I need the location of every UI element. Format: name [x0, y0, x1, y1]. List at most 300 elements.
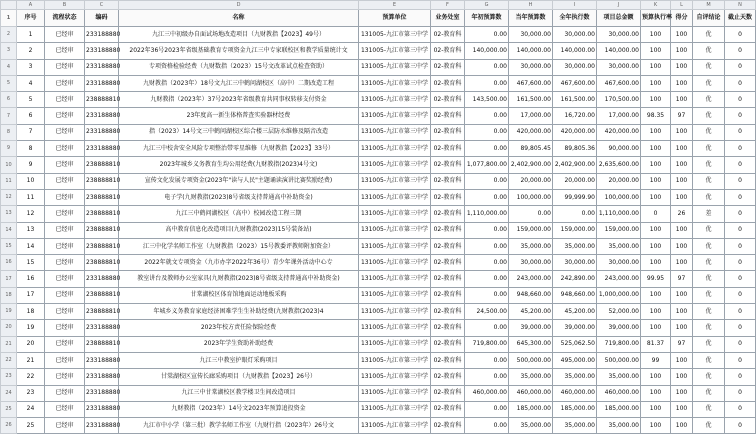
cell-status[interactable]: 已经审 [45, 287, 85, 303]
cell-name[interactable]: 2023年校方责任险保险经费 [119, 320, 359, 336]
cell-eval[interactable]: 差 [693, 206, 725, 222]
cell-executed[interactable]: 30,000.00 [553, 59, 597, 75]
cell-code[interactable]: 238888810 [85, 92, 119, 108]
cell-rate[interactable]: 81.37 [641, 336, 671, 352]
cell-initial-budget[interactable]: 0.00 [465, 124, 509, 140]
cell-unit[interactable]: 131005-九江市第三中学 [359, 173, 431, 189]
cell-eval[interactable]: 优 [693, 108, 725, 124]
cell-current-budget[interactable]: 17,000.00 [509, 108, 553, 124]
header-cell-dept[interactable]: 业务处室 [431, 10, 465, 27]
row-number[interactable]: 3 [1, 43, 17, 59]
cell-days[interactable]: 0 [725, 401, 756, 417]
cell-status[interactable]: 已经审 [45, 304, 85, 320]
cell-rate[interactable]: 100 [641, 401, 671, 417]
cell-dept[interactable]: 02-教育科 [431, 304, 465, 320]
cell-executed[interactable]: 35,000.00 [553, 238, 597, 254]
cell-dept[interactable]: 02-教育科 [431, 255, 465, 271]
cell-dept[interactable]: 02-教育科 [431, 173, 465, 189]
cell-executed[interactable]: 0.00 [553, 206, 597, 222]
cell-index[interactable]: 16 [17, 271, 45, 287]
cell-initial-budget[interactable]: 0.00 [465, 401, 509, 417]
cell-unit[interactable]: 131005-九江市第三中学 [359, 255, 431, 271]
cell-total[interactable]: 35,000.00 [597, 369, 641, 385]
cell-current-budget[interactable]: 89,805.45 [509, 141, 553, 157]
column-letter[interactable]: J [597, 1, 641, 10]
cell-eval[interactable]: 优 [693, 385, 725, 401]
row-number[interactable]: 2 [1, 27, 17, 43]
cell-code[interactable]: 238888810 [85, 206, 119, 222]
cell-score[interactable]: 100 [671, 59, 693, 75]
cell-name[interactable]: 九财教指（2023年）18号文九江三中鹤问湖校区（高中）二期改造工程 [119, 75, 359, 91]
cell-initial-budget[interactable]: 0.00 [465, 173, 509, 189]
cell-name[interactable]: 指（2023）14号文三中鹤问湖校区综合楼三层防水维修及隔音改造 [119, 124, 359, 140]
cell-executed[interactable]: 35,000.00 [553, 418, 597, 434]
cell-current-budget[interactable]: 140,000.00 [509, 43, 553, 59]
cell-rate[interactable]: 99 [641, 352, 671, 368]
cell-name[interactable]: 宣传文化发展专项资金(2023年"读与人民"主题诵读演讲比赛奖励经费) [119, 173, 359, 189]
cell-name[interactable]: 2023年学生资助补助经费 [119, 336, 359, 352]
cell-initial-budget[interactable]: 0.00 [465, 27, 509, 43]
cell-rate[interactable]: 100 [641, 222, 671, 238]
cell-executed[interactable]: 30,000.00 [553, 255, 597, 271]
cell-status[interactable]: 已经审 [45, 369, 85, 385]
cell-code[interactable]: 238888810 [85, 222, 119, 238]
cell-name[interactable]: 年城乡义务教育家庭经济困难学生生补助经费(九财教指(2023)4 [119, 304, 359, 320]
cell-rate[interactable]: 100 [641, 287, 671, 303]
cell-initial-budget[interactable]: 719,800.00 [465, 336, 509, 352]
cell-unit[interactable]: 131005-九江市第三中学 [359, 124, 431, 140]
row-number[interactable]: 7 [1, 108, 17, 124]
cell-index[interactable]: 9 [17, 157, 45, 173]
cell-unit[interactable]: 131005-九江市第三中学 [359, 59, 431, 75]
cell-rate[interactable]: 100 [641, 320, 671, 336]
cell-score[interactable]: 100 [671, 352, 693, 368]
cell-executed[interactable]: 420,000.00 [553, 124, 597, 140]
cell-status[interactable]: 已经审 [45, 124, 85, 140]
header-cell-days[interactable]: 截止天数 [725, 10, 756, 27]
header-cell-score[interactable]: 得分 [671, 10, 693, 27]
row-number[interactable]: 1 [1, 10, 17, 27]
cell-eval[interactable]: 优 [693, 92, 725, 108]
cell-current-budget[interactable]: 0.00 [509, 206, 553, 222]
cell-days[interactable]: 0 [725, 238, 756, 254]
cell-score[interactable]: 97 [671, 336, 693, 352]
cell-name[interactable]: 教室讲台及教师办公室家具(九财教指(2023)8号省级支持普通高中补助资金) [119, 271, 359, 287]
cell-status[interactable]: 已经审 [45, 108, 85, 124]
cell-initial-budget[interactable]: 0.00 [465, 352, 509, 368]
cell-executed[interactable]: 161,500.00 [553, 92, 597, 108]
cell-code[interactable]: 233188880 [85, 401, 119, 417]
cell-code[interactable]: 238888810 [85, 304, 119, 320]
cell-score[interactable]: 100 [671, 401, 693, 417]
cell-total[interactable]: 420,000.00 [597, 124, 641, 140]
header-cell-executed[interactable]: 全年执行数 [553, 10, 597, 27]
cell-unit[interactable]: 131005-九江市第三中学 [359, 418, 431, 434]
cell-current-budget[interactable]: 645,300.00 [509, 336, 553, 352]
cell-initial-budget[interactable]: 0.00 [465, 222, 509, 238]
cell-score[interactable]: 97 [671, 108, 693, 124]
cell-current-budget[interactable]: 467,600.00 [509, 75, 553, 91]
cell-name[interactable]: 甘棠湖校区宣传长廊采购项目（九财教指【2023】26号） [119, 369, 359, 385]
cell-days[interactable]: 0 [725, 336, 756, 352]
header-cell-status[interactable]: 流程状态 [45, 10, 85, 27]
cell-days[interactable]: 0 [725, 75, 756, 91]
header-cell-rate[interactable]: 预算执行率 [641, 10, 671, 27]
cell-days[interactable]: 0 [725, 157, 756, 173]
cell-name[interactable]: 高中教育信息化改造项目(九财教指(2023)15号装备站) [119, 222, 359, 238]
cell-index[interactable]: 19 [17, 320, 45, 336]
cell-total[interactable]: 90,000.00 [597, 141, 641, 157]
cell-initial-budget[interactable]: 0.00 [465, 59, 509, 75]
cell-index[interactable]: 11 [17, 189, 45, 205]
row-number[interactable]: 11 [1, 173, 17, 189]
cell-score[interactable]: 100 [671, 369, 693, 385]
cell-total[interactable]: 460,000.00 [597, 385, 641, 401]
cell-total[interactable]: 467,600.00 [597, 75, 641, 91]
header-cell-current-budget[interactable]: 当年预算数 [509, 10, 553, 27]
cell-current-budget[interactable]: 460,000.00 [509, 385, 553, 401]
cell-score[interactable]: 26 [671, 206, 693, 222]
corner-cell[interactable] [1, 1, 17, 10]
cell-code[interactable]: 233188880 [85, 27, 119, 43]
cell-status[interactable]: 已经审 [45, 336, 85, 352]
cell-initial-budget[interactable]: 0.00 [465, 75, 509, 91]
cell-status[interactable]: 已经审 [45, 27, 85, 43]
cell-rate[interactable]: 100 [641, 418, 671, 434]
row-number[interactable]: 17 [1, 271, 17, 287]
cell-code[interactable]: 238888810 [85, 255, 119, 271]
cell-index[interactable]: 23 [17, 385, 45, 401]
cell-status[interactable]: 已经审 [45, 320, 85, 336]
cell-eval[interactable]: 优 [693, 222, 725, 238]
cell-eval[interactable]: 优 [693, 271, 725, 287]
row-number[interactable]: 25 [1, 401, 17, 417]
cell-name[interactable]: 江三中化学名师工作室（九财教指（2023）15号教委评教师附加资金） [119, 238, 359, 254]
cell-total[interactable]: 185,000.00 [597, 401, 641, 417]
cell-index[interactable]: 8 [17, 141, 45, 157]
cell-code[interactable]: 238888810 [85, 173, 119, 189]
cell-unit[interactable]: 131005-九江市第三中学 [359, 189, 431, 205]
cell-score[interactable]: 100 [671, 43, 693, 59]
cell-name[interactable]: 23年度高一新生体格普查实验器材经费 [119, 108, 359, 124]
cell-score[interactable]: 100 [671, 173, 693, 189]
cell-current-budget[interactable]: 161,500.00 [509, 92, 553, 108]
cell-dept[interactable]: 02-教育科 [431, 92, 465, 108]
header-cell-total[interactable]: 项目总金额 [597, 10, 641, 27]
cell-eval[interactable]: 优 [693, 287, 725, 303]
cell-index[interactable]: 25 [17, 418, 45, 434]
cell-current-budget[interactable]: 30,000.00 [509, 27, 553, 43]
cell-unit[interactable]: 131005-九江市第三中学 [359, 92, 431, 108]
cell-total[interactable]: 100,000.00 [597, 189, 641, 205]
cell-dept[interactable]: 02-教育科 [431, 336, 465, 352]
cell-executed[interactable]: 39,000.00 [553, 320, 597, 336]
cell-total[interactable]: 243,000.00 [597, 271, 641, 287]
cell-score[interactable]: 100 [671, 92, 693, 108]
cell-rate[interactable]: 100 [641, 157, 671, 173]
cell-unit[interactable]: 131005-九江市第三中学 [359, 43, 431, 59]
cell-rate[interactable]: 100 [641, 27, 671, 43]
cell-current-budget[interactable]: 35,000.00 [509, 369, 553, 385]
cell-initial-budget[interactable]: 0.00 [465, 108, 509, 124]
cell-total[interactable]: 1,110,000.00 [597, 206, 641, 222]
cell-initial-budget[interactable]: 0.00 [465, 287, 509, 303]
cell-eval[interactable]: 优 [693, 124, 725, 140]
cell-current-budget[interactable]: 420,000.00 [509, 124, 553, 140]
row-number[interactable]: 6 [1, 92, 17, 108]
cell-days[interactable]: 0 [725, 173, 756, 189]
cell-index[interactable]: 7 [17, 124, 45, 140]
cell-eval[interactable]: 优 [693, 336, 725, 352]
cell-index[interactable]: 4 [17, 75, 45, 91]
row-number[interactable]: 19 [1, 304, 17, 320]
header-cell-eval[interactable]: 自评结论 [693, 10, 725, 27]
cell-dept[interactable]: 02-教育科 [431, 385, 465, 401]
cell-rate[interactable]: 100 [641, 385, 671, 401]
cell-rate[interactable]: 100 [641, 124, 671, 140]
header-cell-unit[interactable]: 预算单位 [359, 10, 431, 27]
cell-name[interactable]: 2023年城乡义务教育生均公用经费(九财教指(2023)4号文) [119, 157, 359, 173]
cell-name[interactable]: 九江三中校舍安全风险专项整治带零星维修（九财教指【2023】33号） [119, 141, 359, 157]
cell-unit[interactable]: 131005-九江市第三中学 [359, 75, 431, 91]
cell-status[interactable]: 已经审 [45, 206, 85, 222]
cell-index[interactable]: 24 [17, 401, 45, 417]
cell-days[interactable]: 0 [725, 255, 756, 271]
row-number[interactable]: 21 [1, 336, 17, 352]
cell-score[interactable]: 100 [671, 222, 693, 238]
cell-days[interactable]: 0 [725, 59, 756, 75]
cell-index[interactable]: 14 [17, 238, 45, 254]
cell-total[interactable]: 170,500.00 [597, 92, 641, 108]
cell-executed[interactable]: 185,000.00 [553, 401, 597, 417]
cell-name[interactable]: 专项资格检验经费（九财数指（2023）15号文改革试点检查资助） [119, 59, 359, 75]
cell-status[interactable]: 已经审 [45, 385, 85, 401]
row-number[interactable]: 20 [1, 320, 17, 336]
header-cell-index[interactable]: 序号 [17, 10, 45, 27]
cell-index[interactable]: 13 [17, 222, 45, 238]
cell-dept[interactable]: 02-教育科 [431, 418, 465, 434]
cell-days[interactable]: 0 [725, 369, 756, 385]
column-letter[interactable]: L [671, 1, 693, 10]
cell-name[interactable]: 九财教指（2023年）14号文2023年预算追投资金 [119, 401, 359, 417]
cell-code[interactable]: 233188880 [85, 43, 119, 59]
cell-dept[interactable]: 02-教育科 [431, 271, 465, 287]
cell-unit[interactable]: 131005-九江市第三中学 [359, 352, 431, 368]
cell-score[interactable]: 100 [671, 320, 693, 336]
cell-unit[interactable]: 131005-九江市第三中学 [359, 108, 431, 124]
cell-code[interactable]: 233188880 [85, 141, 119, 157]
cell-code[interactable]: 233188880 [85, 271, 119, 287]
cell-status[interactable]: 已经审 [45, 189, 85, 205]
cell-dept[interactable]: 02-教育科 [431, 59, 465, 75]
row-number[interactable]: 4 [1, 59, 17, 75]
cell-unit[interactable]: 131005-九江市第三中学 [359, 206, 431, 222]
cell-initial-budget[interactable]: 0.00 [465, 271, 509, 287]
cell-days[interactable]: 0 [725, 222, 756, 238]
cell-current-budget[interactable]: 2,402,900.00 [509, 157, 553, 173]
column-letter[interactable]: C [85, 1, 119, 10]
cell-current-budget[interactable]: 30,000.00 [509, 255, 553, 271]
cell-initial-budget[interactable]: 0.00 [465, 189, 509, 205]
cell-code[interactable]: 233188880 [85, 59, 119, 75]
row-number[interactable]: 15 [1, 238, 17, 254]
cell-status[interactable]: 已经审 [45, 157, 85, 173]
cell-initial-budget[interactable]: 460,000.00 [465, 385, 509, 401]
cell-current-budget[interactable]: 159,000.00 [509, 222, 553, 238]
cell-code[interactable]: 238888810 [85, 189, 119, 205]
cell-executed[interactable]: 89,805.36 [553, 141, 597, 157]
cell-status[interactable]: 已经审 [45, 352, 85, 368]
cell-name[interactable]: 九财教指（2023年）37号2023年省级教育共同事权转移支付资金 [119, 92, 359, 108]
cell-code[interactable]: 233188880 [85, 369, 119, 385]
cell-total[interactable]: 719,800.00 [597, 336, 641, 352]
cell-rate[interactable]: 100 [641, 255, 671, 271]
cell-dept[interactable]: 02-教育科 [431, 287, 465, 303]
column-letter[interactable]: B [45, 1, 85, 10]
cell-current-budget[interactable]: 30,000.00 [509, 59, 553, 75]
cell-name[interactable]: 九江市中小学（第三批）教学名师工作室（九财行指（2023年）26号文 [119, 418, 359, 434]
row-number[interactable]: 24 [1, 385, 17, 401]
cell-eval[interactable]: 优 [693, 418, 725, 434]
cell-initial-budget[interactable]: 1,077,800.00 [465, 157, 509, 173]
row-number[interactable]: 16 [1, 255, 17, 271]
cell-eval[interactable]: 优 [693, 255, 725, 271]
cell-status[interactable]: 已经审 [45, 141, 85, 157]
cell-executed[interactable]: 948,660.00 [553, 287, 597, 303]
cell-score[interactable]: 100 [671, 157, 693, 173]
cell-eval[interactable]: 优 [693, 369, 725, 385]
cell-rate[interactable]: 100 [641, 173, 671, 189]
cell-executed[interactable]: 467,600.00 [553, 75, 597, 91]
cell-executed[interactable]: 2,402,900.00 [553, 157, 597, 173]
cell-current-budget[interactable]: 39,000.00 [509, 320, 553, 336]
cell-eval[interactable]: 优 [693, 141, 725, 157]
column-letter[interactable]: M [693, 1, 725, 10]
cell-rate[interactable]: 98.35 [641, 108, 671, 124]
row-number[interactable]: 22 [1, 352, 17, 368]
cell-name[interactable]: 九江三中初级办自面试场地改造项目（九财教指【2023】49号） [119, 27, 359, 43]
cell-total[interactable]: 35,000.00 [597, 418, 641, 434]
cell-executed[interactable]: 140,000.00 [553, 43, 597, 59]
cell-dept[interactable]: 02-教育科 [431, 157, 465, 173]
cell-current-budget[interactable]: 948,660.00 [509, 287, 553, 303]
cell-dept[interactable]: 02-教育科 [431, 124, 465, 140]
cell-code[interactable]: 233188880 [85, 352, 119, 368]
cell-dept[interactable]: 02-教育科 [431, 108, 465, 124]
cell-unit[interactable]: 131005-九江市第三中学 [359, 27, 431, 43]
row-number[interactable]: 9 [1, 141, 17, 157]
cell-score[interactable]: 100 [671, 124, 693, 140]
cell-rate[interactable]: 100 [641, 43, 671, 59]
cell-status[interactable]: 已经审 [45, 401, 85, 417]
cell-code[interactable]: 233188880 [85, 124, 119, 140]
cell-name[interactable]: 九江三中鹤问湖校区（高中）校园改造工程三期 [119, 206, 359, 222]
cell-status[interactable]: 已经审 [45, 43, 85, 59]
cell-index[interactable]: 21 [17, 352, 45, 368]
cell-code[interactable]: 238888810 [85, 238, 119, 254]
row-number[interactable]: 5 [1, 75, 17, 91]
cell-eval[interactable]: 优 [693, 304, 725, 320]
cell-status[interactable]: 已经审 [45, 238, 85, 254]
cell-index[interactable]: 12 [17, 206, 45, 222]
cell-code[interactable]: 238888810 [85, 157, 119, 173]
cell-score[interactable]: 100 [671, 238, 693, 254]
cell-unit[interactable]: 131005-九江市第三中学 [359, 287, 431, 303]
row-number[interactable]: 23 [1, 369, 17, 385]
cell-days[interactable]: 0 [725, 108, 756, 124]
cell-index[interactable]: 15 [17, 255, 45, 271]
cell-code[interactable]: 233188880 [85, 320, 119, 336]
column-letter[interactable]: H [509, 1, 553, 10]
cell-code[interactable]: 233188880 [85, 108, 119, 124]
cell-status[interactable]: 已经审 [45, 59, 85, 75]
cell-dept[interactable]: 02-教育科 [431, 352, 465, 368]
row-number[interactable]: 14 [1, 222, 17, 238]
cell-status[interactable]: 已经审 [45, 271, 85, 287]
cell-total[interactable]: 30,000.00 [597, 59, 641, 75]
cell-initial-budget[interactable]: 0.00 [465, 141, 509, 157]
cell-rate[interactable]: 100 [641, 238, 671, 254]
cell-rate[interactable]: 0 [641, 206, 671, 222]
cell-index[interactable]: 1 [17, 27, 45, 43]
cell-score[interactable]: 100 [671, 287, 693, 303]
cell-days[interactable]: 0 [725, 352, 756, 368]
cell-status[interactable]: 已经审 [45, 255, 85, 271]
cell-unit[interactable]: 131005-九江市第三中学 [359, 320, 431, 336]
cell-total[interactable]: 2,635,600.00 [597, 157, 641, 173]
cell-unit[interactable]: 131005-九江市第三中学 [359, 238, 431, 254]
cell-unit[interactable]: 131005-九江市第三中学 [359, 222, 431, 238]
cell-initial-budget[interactable]: 1,110,000.00 [465, 206, 509, 222]
cell-rate[interactable]: 100 [641, 141, 671, 157]
cell-dept[interactable]: 02-教育科 [431, 27, 465, 43]
cell-name[interactable]: 九江三中教室护眼灯采购项目 [119, 352, 359, 368]
column-letter[interactable]: K [641, 1, 671, 10]
cell-index[interactable]: 2 [17, 43, 45, 59]
cell-dept[interactable]: 02-教育科 [431, 206, 465, 222]
cell-unit[interactable]: 131005-九江市第三中学 [359, 141, 431, 157]
cell-code[interactable]: 233188880 [85, 75, 119, 91]
cell-eval[interactable]: 优 [693, 59, 725, 75]
cell-eval[interactable]: 优 [693, 320, 725, 336]
cell-name[interactable]: 电子学(九财教指(2023)8号省级支持普通高中补助资金) [119, 189, 359, 205]
cell-days[interactable]: 0 [725, 287, 756, 303]
cell-days[interactable]: 0 [725, 141, 756, 157]
cell-index[interactable]: 6 [17, 108, 45, 124]
cell-dept[interactable]: 02-教育科 [431, 75, 465, 91]
cell-unit[interactable]: 131005-九江市第三中学 [359, 385, 431, 401]
cell-rate[interactable]: 100 [641, 304, 671, 320]
cell-score[interactable]: 100 [671, 385, 693, 401]
cell-dept[interactable]: 02-教育科 [431, 320, 465, 336]
header-cell-initial-budget[interactable]: 年初预算数 [465, 10, 509, 27]
cell-initial-budget[interactable]: 0.00 [465, 255, 509, 271]
cell-eval[interactable]: 优 [693, 27, 725, 43]
cell-dept[interactable]: 02-教育科 [431, 369, 465, 385]
cell-status[interactable]: 已经审 [45, 418, 85, 434]
column-letter[interactable]: E [359, 1, 431, 10]
cell-total[interactable]: 35,000.00 [597, 238, 641, 254]
cell-rate[interactable]: 100 [641, 75, 671, 91]
cell-eval[interactable]: 优 [693, 401, 725, 417]
cell-index[interactable]: 20 [17, 336, 45, 352]
cell-score[interactable]: 100 [671, 418, 693, 434]
cell-status[interactable]: 已经审 [45, 173, 85, 189]
cell-score[interactable]: 100 [671, 141, 693, 157]
cell-days[interactable]: 0 [725, 92, 756, 108]
cell-current-budget[interactable]: 35,000.00 [509, 418, 553, 434]
column-letter[interactable]: D [119, 1, 359, 10]
